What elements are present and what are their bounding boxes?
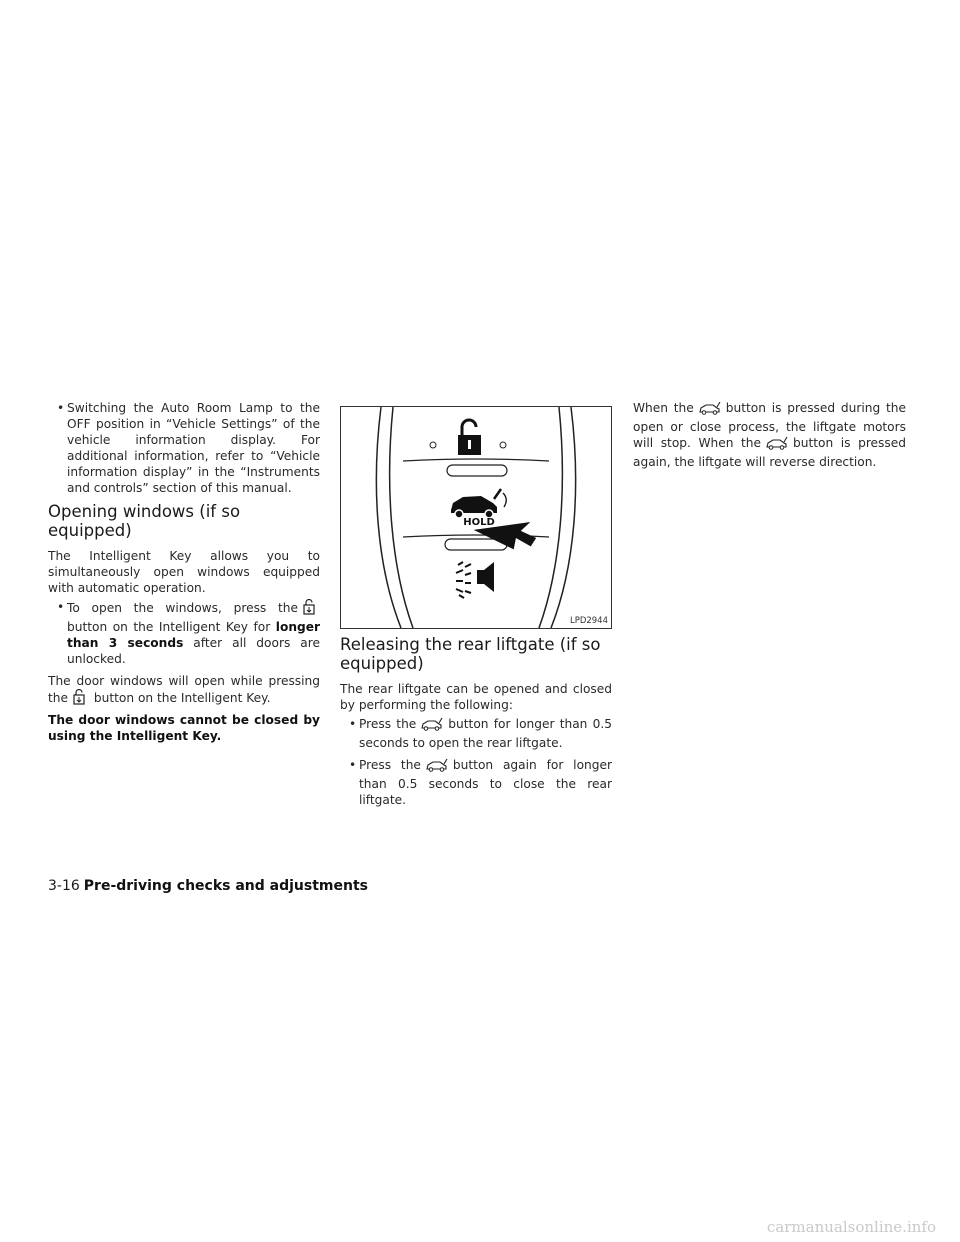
text-segment: The door windows will open while pressing the [48, 674, 320, 705]
text-segment: When the [633, 401, 694, 415]
text-segment: button is pressed again, the liftgate will reverse direction. [633, 436, 906, 469]
text-segment: Press the [359, 717, 417, 731]
text-segment: Press the [359, 758, 421, 772]
bullet-open-windows [48, 599, 320, 667]
window-icon [72, 689, 86, 709]
hold-label: HOLD [463, 517, 495, 528]
column-middle [340, 406, 612, 814]
heading-releasing-liftgate: Releasing the rear liftgate (if so equipped) [340, 635, 601, 673]
watermark[interactable]: carmanualsonline.info [766, 1218, 936, 1236]
text-segment: button again for longer than 0.5 seconds to close the rear liftgate. [359, 758, 612, 807]
warning-text [48, 712, 320, 744]
text-segment: button on the Intelligent Key. [93, 691, 271, 705]
panic-horn-icon [456, 562, 494, 598]
text-segment: button on the Intelligent Key for [67, 620, 271, 634]
liftgate-icon [698, 401, 722, 419]
para-liftgate-stop [633, 400, 906, 470]
bullet-open-liftgate [340, 716, 612, 751]
intro-liftgate: The rear liftgate can be opened and closed by performing the following: [340, 682, 612, 712]
bold-duration: longer than 3 seconds [67, 620, 320, 650]
text-segment: button for longer than 0.5 seconds to open the rear liftgate. [359, 717, 613, 750]
figure-code: LPD2944 [569, 616, 608, 626]
key-fob-figure [340, 406, 612, 629]
liftgate-icon [425, 758, 449, 776]
section-title: Pre-driving checks and adjustments [83, 878, 368, 894]
warning-bold: The door windows cannot be closed by using the Intelligent Key. [48, 713, 320, 743]
heading-opening-windows: Opening windows (if so equipped) [48, 502, 241, 540]
text-segment: button is pressed during the open or close process, the liftgate motors will stop. When the [633, 401, 906, 450]
unlock-icon [458, 420, 481, 455]
liftgate-icon [451, 489, 506, 518]
column-right [633, 400, 906, 473]
window-icon [302, 599, 316, 619]
para-door-windows [48, 673, 320, 709]
column-left [48, 400, 320, 747]
liftgate-icon [765, 436, 789, 454]
intro-opening-windows: The Intelligent Key allows you to simultaneously open windows equipped with automatic operation. [48, 549, 320, 595]
text-segment: after all doors are unlocked. [67, 636, 320, 666]
page-footer [48, 878, 368, 894]
bullet-close-liftgate [340, 757, 612, 808]
text-segment: To open the windows, press the [67, 601, 298, 615]
liftgate-icon [420, 717, 444, 735]
bullet-auto-room-lamp: • Switching the Auto Room Lamp to the OFF position in “Vehicle Settings” of the vehicle information display. For additional information, refer to “Vehicle information display” in the “Instruments and controls” section of this manual. [48, 400, 320, 496]
page-number: 3-16 [48, 878, 80, 894]
